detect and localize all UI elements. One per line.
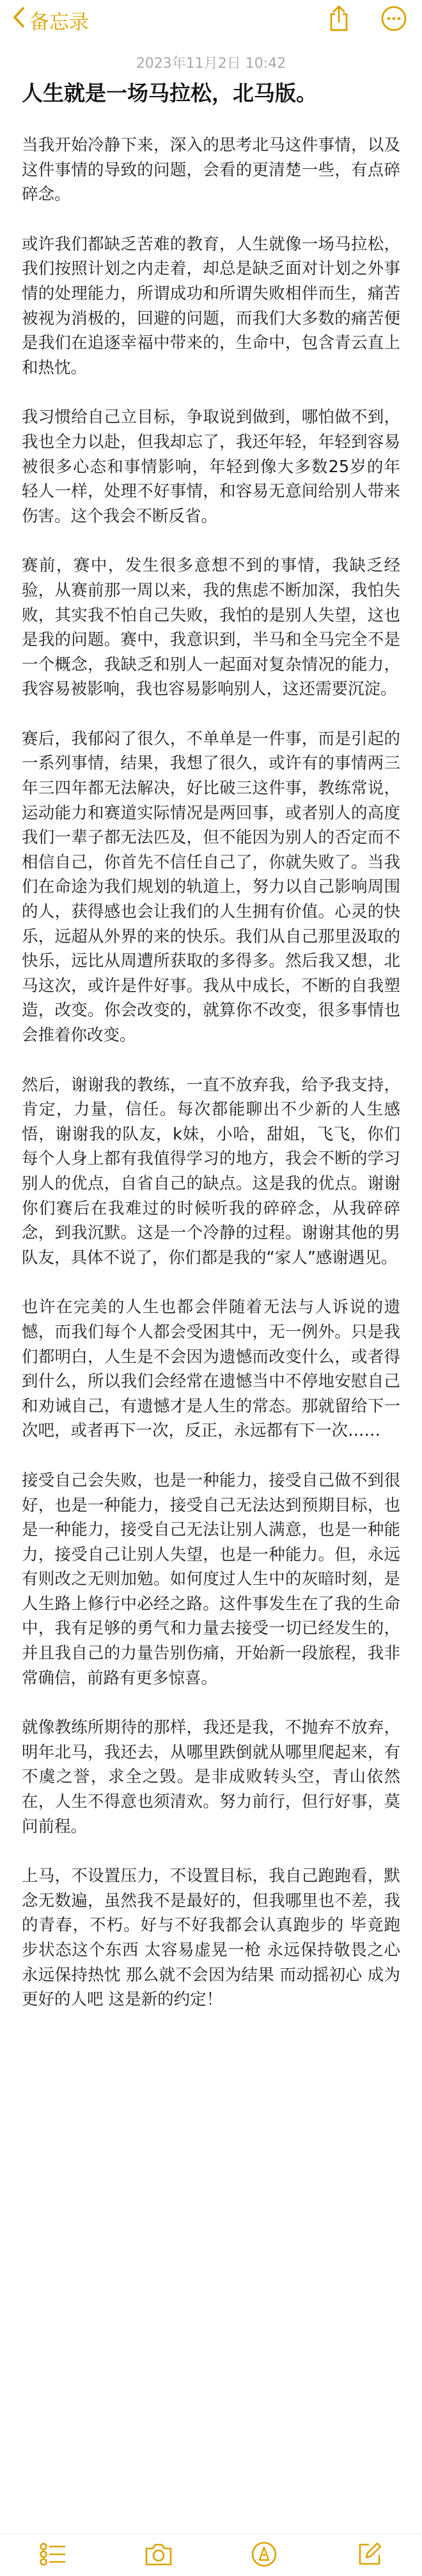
note-paragraph: 或许我们都缺乏苦难的教育，人生就像一场马拉松，我们按照计划之内走着，却总是缺乏面对计划之外事情的处理能力，所谓成功和所谓失败相伴而生，痛苦被视为消极的，回避的问题，而我们大多数的痛苦便是我们在追逐幸福中带来的，生命中，包含青云直上和热忱。 — [22, 234, 400, 378]
back-button[interactable] — [12, 6, 89, 35]
note-paragraph: 就像教练所期待的那样，我还是我，不抛弃不放弃，明年北马，我还去，从哪里跌倒就从哪里爬起来，有不虞之誉，求全之毁。是非成败转头空，青山依然在，人生不得意也须清欢。努力前行，但行好事，莫问前程。 — [22, 1718, 400, 1836]
chevron-left-icon — [12, 6, 26, 33]
more-icon — [380, 5, 407, 35]
camera-button[interactable] — [142, 2539, 175, 2572]
note-paragraph: 赛后，我郁闷了很久，不单单是一件事，而是引起的一系列事情，结果，我想了很久，或许有的事情两三年三四年都无法解决，好比破三这件事，教练常说，运动能力和赛道实际情况是两回事，或者别人的高度我们一辈子都无法匹及，但不能因为别人的否定而不相信自己，你首先不信任自己了，你就失败了。当我们在命途为我们规划的轨道上，努力以自己影响周围的人，获得感也会让我们的人生拥有价值。心灵的快乐，远超从外界的来的快乐。我们从自己那里汲取的快乐，远比从周遭所获取的多得多。然后我又想，北马这次，或许是件好事。我从中成长，不断的自我塑造，改变。你会改变的，就算你不改变，很多事情也会推着你改变。 — [22, 729, 400, 1045]
more-button[interactable] — [380, 6, 408, 34]
bottom-toolbar — [0, 2534, 422, 2576]
camera-icon — [144, 2542, 173, 2569]
note-paragraph: 也许在完美的人生也都会伴随着无法与人诉说的遗憾，而我们每个人都会受困其中，无一例外。只是我们都明白，人生是不会因为遗憾而改变什么，或者得到什么，所以我们会经常在遗憾当中不停地安慰自己和劝诫自己，有遗憾才是人生的常态。那就留给下一次吧，或者再下一次，反正，永远都有下一次…… — [22, 1298, 400, 1441]
note-timestamp: 2023年11月2日 10:42 — [136, 56, 286, 72]
note-body[interactable] — [22, 133, 400, 2037]
checklist-icon — [39, 2541, 67, 2570]
share-icon — [328, 5, 350, 35]
note-paragraph: 然后，谢谢我的教练，一直不放弃我，给予我支持，肯定，力量，信任。每次都能聊出不少新的人生感悟，谢谢我的队友，k妹，小哈，甜姐，飞飞，你们每个人身上都有我值得学习的地方，我会不断的学习别人的优点，自省自己的缺点。这是我的优点。谢谢你们赛后在我难过的时候听我的碎碎念，从我碎碎念，到我沉默。这是一个冷静的过程。谢谢其他的男队友，具体不说了，你们都是我的“家人”感谢遇见。 — [22, 1075, 400, 1268]
note-paragraph: 上马，不设置压力，不设置目标，我自己跑跑看，默念无数遍，虽然我不是最好的，但我哪里也不差，我的青春，不朽。好与不好我都会认真跑步的 毕竟跑步状态这个东西 太容易虚晃一枪 永远保持敬畏之心 永远保持热忱 那么就不会因为结果 而动摇初心 成为更好的人吧 这是新的约定！ — [22, 1866, 400, 2010]
back-label: 备忘录 — [29, 10, 89, 34]
markup-button[interactable] — [247, 2539, 281, 2572]
note-paragraph: 接受自己会失败，也是一种能力，接受自己做不到很好，也是一种能力，接受自己无法达到预期目标，也是一种能力，接受自己无法让别人满意，也是一种能力，接受自己让别人失望，也是一种能力。但，永远有则改之无则加勉。如何度过人生中的灰暗时刻，是人生路上修行中必经之路。这件事发生在了我的生命中，我有足够的勇气和力量去接受一切已经发生的，并且我自己的力量告别伤痛，开始新一段旅程，我非常确信，前路有更多惊喜。 — [22, 1470, 400, 1688]
note-paragraph: 当我开始冷静下来，深入的思考北马这件事情，以及这件事情的导致的问题，会看的更清楚一些，有点碎碎念。 — [22, 136, 400, 205]
note-paragraph: 赛前，赛中，发生很多意想不到的事情，我缺乏经验，从赛前那一周以来，我的焦虑不断加深，我怕失败，其实我不怕自己失败，我怕的是别人失望，这也是我的问题。赛中，我意识到，半马和全马完全不是一个概念，我缺乏和别人一起面对复杂情况的能力，我容易被影响，我也容易影响别人，这还需要沉淀。 — [22, 556, 400, 699]
compose-button[interactable] — [353, 2539, 386, 2572]
pen-tip-icon — [251, 2541, 277, 2570]
top-navigation-bar — [0, 0, 422, 40]
checklist-button[interactable] — [36, 2539, 70, 2572]
note-paragraph: 我习惯给自己立目标，争取说到做到，哪怕做不到，我也全力以赴，但我却忘了，我还年轻，年轻到容易被很多心态和事情影响，年轻到像大多数25岁的年轻人一样，处理不好事情，和容易无意间给别人带来伤害。这个我会不断反省。 — [22, 408, 400, 526]
share-button[interactable] — [325, 6, 353, 34]
note-title[interactable]: 人生就是一场马拉松，北马版。 — [22, 81, 317, 106]
compose-icon — [356, 2541, 383, 2570]
